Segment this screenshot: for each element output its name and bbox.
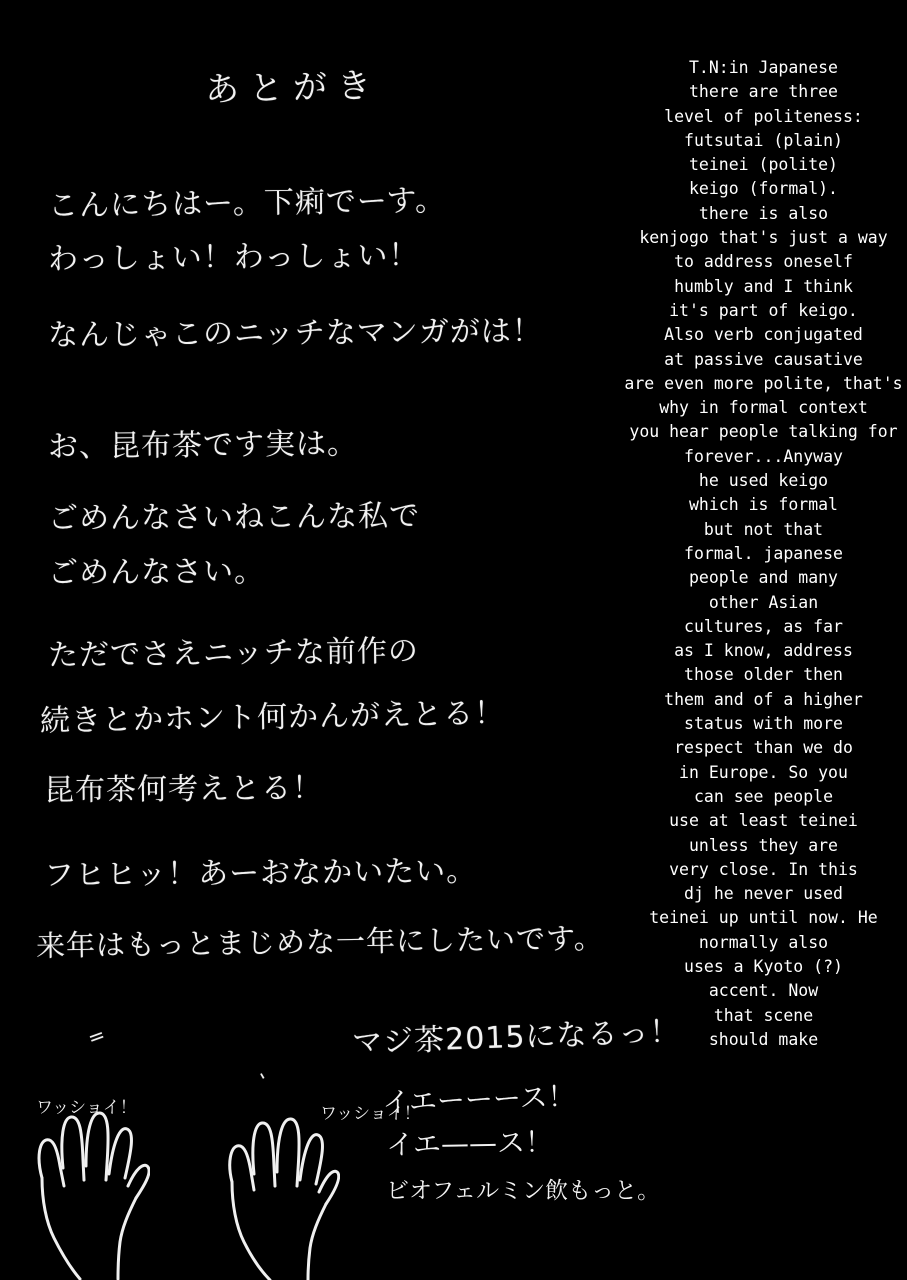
translator-note-line: it's part of keigo. <box>669 300 858 320</box>
translator-note-line: Also verb conjugated <box>664 325 863 345</box>
translator-note-line: them and of a higher <box>664 689 863 709</box>
translator-note-line: that scene <box>713 1005 814 1025</box>
afterword-line: こんにちはー。下痢でーす。 <box>47 183 447 224</box>
translator-note-line: unless they are <box>688 835 838 855</box>
translator-note-line: in Europe. So you <box>679 762 848 782</box>
translator-note-line: why in formal context <box>659 398 868 418</box>
motion-dash-icon: ' <box>256 1067 275 1093</box>
translator-note-line: futsutai (plain) <box>684 130 843 150</box>
afterword-title: あとがき <box>204 65 382 111</box>
translator-note-line: he used keigo <box>698 471 829 491</box>
translator-note-line: you hear people talking for <box>629 422 898 442</box>
afterword-line: フヒヒッ！あーおなかいたい。 <box>43 853 478 894</box>
shout-line: ビオフェルミン飲もっと。 <box>386 1178 661 1204</box>
translator-note-line: can see people <box>693 786 834 806</box>
translator-note-line: uses a Kyoto (?) <box>684 956 843 976</box>
translator-note-line: kenjogo that's just a way <box>639 228 888 248</box>
translator-note <box>620 56 907 1052</box>
motion-dash-icon: = <box>84 1021 110 1051</box>
translator-note-line: accent. Now <box>708 981 819 1001</box>
translator-note-line: teinei (polite) <box>688 155 838 175</box>
afterword-line: わっしょい！わっしょい！ <box>47 238 420 277</box>
afterword-line: お、昆布茶です実は。 <box>47 426 359 465</box>
translator-note-line: as I know, address <box>674 641 853 661</box>
translator-note-line: respect than we do <box>674 738 853 758</box>
afterword-line: ごめんなさい。 <box>47 554 266 591</box>
translator-note-line: other Asian <box>708 592 819 612</box>
translator-note-line: teinei up until now. He <box>649 908 878 928</box>
translator-note-line: there are three <box>688 82 838 102</box>
translator-note-line: use at least teinei <box>669 811 858 831</box>
shout-wash-right: ワッショイ！ <box>320 1104 421 1124</box>
shout-line: イエーーース！ <box>381 1079 577 1120</box>
translator-note-line: people and many <box>688 568 838 588</box>
translator-note-line: to address oneself <box>674 252 853 272</box>
translator-note-line: forever...Anyway <box>684 446 843 466</box>
afterword-line: 続きとかホント何かんがえとる！ <box>39 695 506 740</box>
afterword-line: 昆布茶何考えとる！ <box>43 770 324 809</box>
translator-note-line: but not that <box>703 519 824 539</box>
translator-note-line: status with more <box>684 714 843 734</box>
translator-note-line: very close. In this <box>669 859 858 879</box>
shout-wash-left: ワッショイ！ <box>36 1098 137 1118</box>
afterword-line: なんじゃこのニッチなマンガがは！ <box>47 313 543 354</box>
translator-note-line: dj he never used <box>684 884 843 904</box>
afterword-line: ただでさえニッチな前作の <box>47 633 420 674</box>
translator-note-line: formal. japanese <box>684 543 843 563</box>
translator-note-line: should make <box>708 1029 819 1049</box>
translator-note-line: keigo (formal). <box>688 179 838 199</box>
translator-note-line: those older then <box>684 665 843 685</box>
translator-note-line: humbly and I think <box>674 276 853 296</box>
afterword-signature: マジ茶2015になるっ！ <box>351 1014 681 1061</box>
shout-line: イエ——ス！ <box>385 1125 554 1162</box>
translator-note-line: are even more polite, that's <box>624 373 903 393</box>
afterword-line: ごめんなさいねこんな私で <box>47 498 421 537</box>
translator-note-line: cultures, as far <box>684 616 843 636</box>
translator-note-line: level of politeness: <box>664 106 863 126</box>
translator-note-line: there is also <box>698 203 829 223</box>
translator-note-line: T.N:in Japanese <box>688 58 838 77</box>
translator-note-line: which is formal <box>688 495 838 515</box>
afterword-line: 来年はもっとまじめな一年にしたいです。 <box>35 921 604 963</box>
translator-note-line: normally also <box>698 932 829 952</box>
translator-note-line: at passive causative <box>664 349 863 369</box>
